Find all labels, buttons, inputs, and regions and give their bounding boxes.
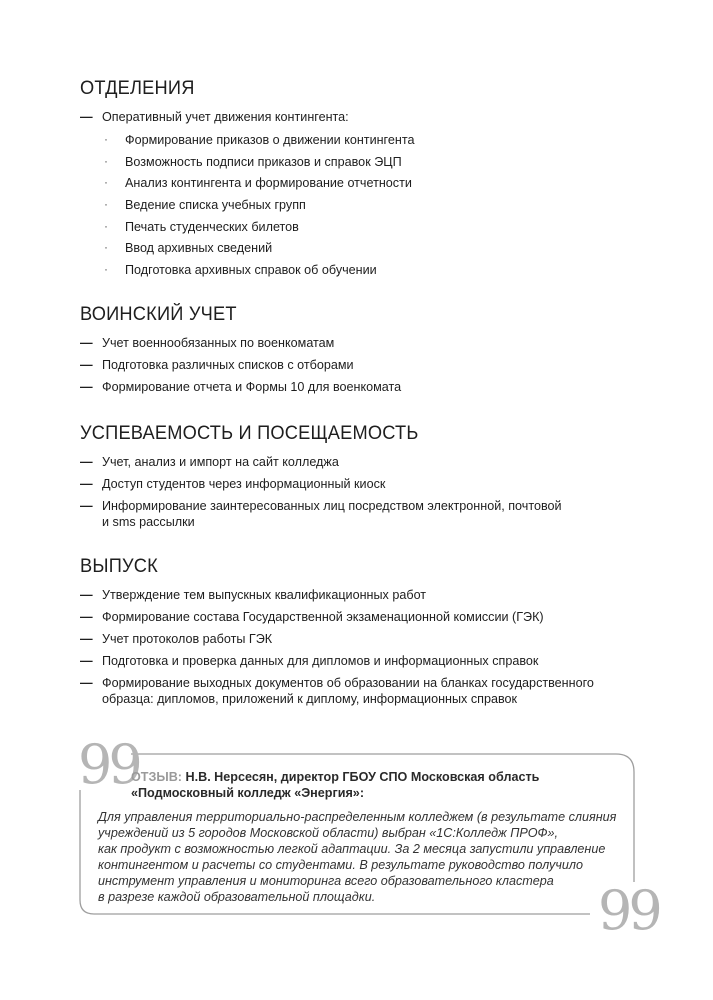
- testimonial-line: инструмент управления и мониторинга всего образовательного кластера: [98, 874, 554, 888]
- list-item-text: Подготовка различных списков с отборами: [102, 358, 354, 372]
- list-item-text-cont: образца: дипломов, приложений к диплому, информационных справок: [102, 692, 518, 706]
- dot-bullet-icon: ·: [104, 154, 108, 168]
- sub-list-item-text: Ведение списка учебных групп: [125, 198, 306, 212]
- list-item-text: Утверждение тем выпускных квалификационных работ: [102, 588, 427, 602]
- section-title-military: ВОИНСКИЙ УЧЕТ: [80, 304, 237, 325]
- list-item-text: Формирование отчета и Формы 10 для военкомата: [102, 380, 402, 394]
- dot-bullet-icon: ·: [104, 219, 108, 233]
- testimonial-label: ОТЗЫВ:: [131, 770, 182, 784]
- dash-bullet-icon: —: [80, 632, 93, 646]
- dot-bullet-icon: ·: [104, 175, 108, 189]
- dash-bullet-icon: —: [80, 499, 93, 513]
- section-title-performance: УСПЕВАЕМОСТЬ И ПОСЕЩАЕМОСТЬ: [80, 423, 419, 444]
- author-line-2: «Подмосковный колледж «Энергия»:: [131, 786, 365, 800]
- sub-list-item-text: Формирование приказов о движении контингента: [125, 133, 415, 147]
- close-quote-icon: 99: [598, 879, 659, 942]
- testimonial-author: [131, 769, 611, 801]
- list-item-text: Оперативный учет движения контингента:: [102, 110, 349, 124]
- open-quote-icon: 99: [78, 733, 139, 796]
- sub-list-item-text: Печать студенческих билетов: [125, 220, 299, 234]
- list-item-text: Учет, анализ и импорт на сайт колледжа: [102, 455, 339, 469]
- dash-bullet-icon: —: [80, 654, 93, 668]
- list-item-text: Информирование заинтересованных лиц посредством электронной, почтовой: [102, 499, 562, 513]
- testimonial-line: в разрезе каждой образовательной площадки.: [98, 890, 376, 904]
- dot-bullet-icon: ·: [104, 240, 108, 254]
- list-item-text: Формирование выходных документов об образовании на бланках государственного: [102, 676, 594, 690]
- list-item-text-cont: и sms рассылки: [102, 515, 195, 529]
- sub-list-item-text: Анализ контингента и формирование отчетности: [125, 176, 412, 190]
- dash-bullet-icon: —: [80, 336, 93, 350]
- dash-bullet-icon: —: [80, 110, 93, 124]
- dash-bullet-icon: —: [80, 610, 93, 624]
- dot-bullet-icon: ·: [104, 132, 108, 146]
- dash-bullet-icon: —: [80, 358, 93, 372]
- dash-bullet-icon: —: [80, 455, 93, 469]
- dot-bullet-icon: ·: [104, 197, 108, 211]
- testimonial-line: контингентом и расчеты со студентами. В результате руководство получило: [98, 858, 583, 872]
- testimonial-line: как продукт с возможностью легкой адаптации. За 2 месяца запустили управление: [98, 842, 606, 856]
- author-line-1: Н.В. Нерсесян, директор ГБОУ СПО Московская область: [185, 770, 540, 784]
- dash-bullet-icon: —: [80, 477, 93, 491]
- section-title-graduation: ВЫПУСК: [80, 556, 158, 577]
- list-item-text: Учет протоколов работы ГЭК: [102, 632, 273, 646]
- list-item-text: Подготовка и проверка данных для дипломов и информационных справок: [102, 654, 539, 668]
- dash-bullet-icon: —: [80, 676, 93, 690]
- dash-bullet-icon: —: [80, 588, 93, 602]
- list-item-text: Учет военнообязанных по военкоматам: [102, 336, 335, 350]
- section-title-departments: ОТДЕЛЕНИЯ: [80, 78, 195, 99]
- list-item-text: Формирование состава Государственной экзаменационной комиссии (ГЭК): [102, 610, 544, 624]
- testimonial-line: учреждений из 5 городов Московской области) выбран «1С:Колледж ПРОФ»,: [98, 826, 559, 840]
- dot-bullet-icon: ·: [104, 262, 108, 276]
- testimonial-text: [98, 809, 618, 905]
- sub-list-item-text: Подготовка архивных справок об обучении: [125, 263, 377, 277]
- sub-list-item-text: Ввод архивных сведений: [125, 241, 273, 255]
- list-item-text: Доступ студентов через информационный киоск: [102, 477, 386, 491]
- testimonial-line: Для управления территориально-распределенным колледжем (в результате слияния: [98, 810, 617, 824]
- dash-bullet-icon: —: [80, 380, 93, 394]
- sub-list-item-text: Возможность подписи приказов и справок ЭЦП: [125, 155, 402, 169]
